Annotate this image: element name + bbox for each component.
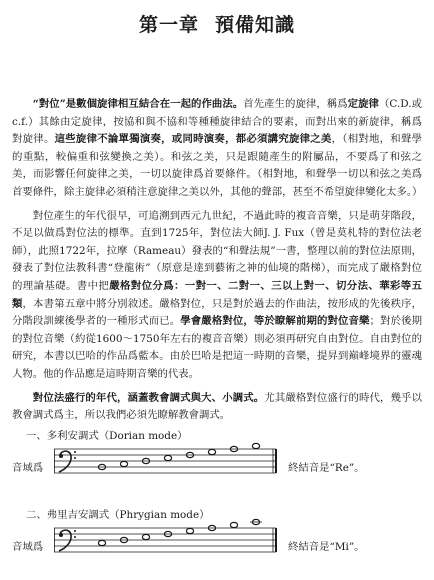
- whole-notes: [98, 443, 259, 469]
- paragraph-text: 首先產生的旋律，稱爲: [243, 98, 348, 110]
- paragraph-text: 對位產生的年代很早，可追溯到西元九世紀，不過此時的複音音樂，只是萌芽階段，不足以做爲對位法的標準。直到1725年，對位法大師J. J. Fux（曾是莫札特的對位法老師），此照1722年，拉摩（Rameau）發表的“和聲法規”一書，整理以前的對位法原則，發表了對位法教科書“登龍術”（原意是達到藝術之神的仙境的階梯），而完成了嚴格對位的理論基礎。書中把: [12, 209, 422, 292]
- whole-notes: [98, 519, 262, 545]
- body-text: [12, 96, 422, 427]
- paragraph-definition: [12, 96, 422, 202]
- clef-dot: [74, 457, 76, 459]
- clef-dot: [74, 536, 76, 538]
- clef-dot: [74, 451, 76, 453]
- paragraph-text: （C.D.或c.f.）其餘由定旋律，按協和與不協和等種種旋律結合的要素，而對出來的新旋律，稱爲對旋律。: [12, 98, 423, 146]
- chapter-title: [0, 10, 434, 37]
- emphasis-text: 這些旋律不論單獨演奏，或同時演奏，都必須講究旋律之美: [54, 133, 332, 146]
- clef-dot: [59, 533, 63, 537]
- mode-title: 二、弗里吉安調式（Phrygian mode）: [26, 509, 210, 521]
- paragraph-text: ；對於後期的對位音樂（約從1600～1750年左右的複音音樂）則必須再研究自由對位。自由對位的研究，本書以巴哈的作品爲藍本。由於巴哈是把這一時期的音樂，提昇到巔峰境界的靈魂人物。他的作品應是這時期音樂的代表。: [12, 315, 423, 380]
- final-note-text: 終結音是“Mi”。: [288, 541, 365, 553]
- staff-lines: [54, 449, 276, 473]
- paragraph-church-modes: [12, 390, 422, 425]
- music-staff: [54, 514, 279, 566]
- paragraph-text: ，本書第五章中將分別敘述。嚴格對位，只是對於過去的作曲法，按形成的先後秩序，分階段訓練後學者的一種形式而已。: [12, 297, 423, 328]
- mode-phrygian: [12, 506, 422, 566]
- chapter-name: 預備知識: [215, 14, 296, 36]
- emphasis-text: 對位法盛行的年代，涵蓋教會調式與大、小調式。: [32, 391, 265, 404]
- paragraph-text: 尤其嚴格對位盛行的時代，幾乎以教會調式爲主，所以我們必須先瞭解教會調式。: [12, 391, 423, 422]
- music-staff: [54, 435, 279, 487]
- final-note-text: 終結音是“Re”。: [288, 462, 365, 474]
- range-label: 音域爲: [12, 462, 44, 474]
- chapter-number: 第一章: [138, 14, 199, 36]
- mode-title: 一、多利安調式（Dorian mode）: [26, 430, 188, 442]
- paragraph-text: ，（相對地，和聲學的重點，較偏重和弦變換之美）。和弦之美，只是跟隨產生的附屬品，不要爲了和弦之美，而影響任何旋律之美，一切以旋律爲首要條件。（相對地，和聲學一切以和弦之美爲首要條件，除主旋律必須稍注意旋律之美以外，其他的聲部，甚至不希望旋律變化太多。）: [12, 133, 423, 198]
- cantus-firmus-term: 定旋律: [347, 98, 379, 110]
- clef-dot: [74, 530, 76, 532]
- emphasis-text: 學會嚴格對位，等於瞭解前期的對位音樂: [180, 315, 370, 328]
- paragraph-history: [12, 208, 422, 384]
- emphasis-text: 嚴格對位分爲：一對一、二對一、三以上對一、切分法、華彩等五類: [12, 279, 422, 310]
- definition-lead: “對位”是數個旋律相互結合在一起的作曲法。: [32, 98, 244, 110]
- range-label: 音域爲: [12, 541, 44, 553]
- mode-dorian: [12, 427, 422, 487]
- clef-dot: [59, 454, 63, 458]
